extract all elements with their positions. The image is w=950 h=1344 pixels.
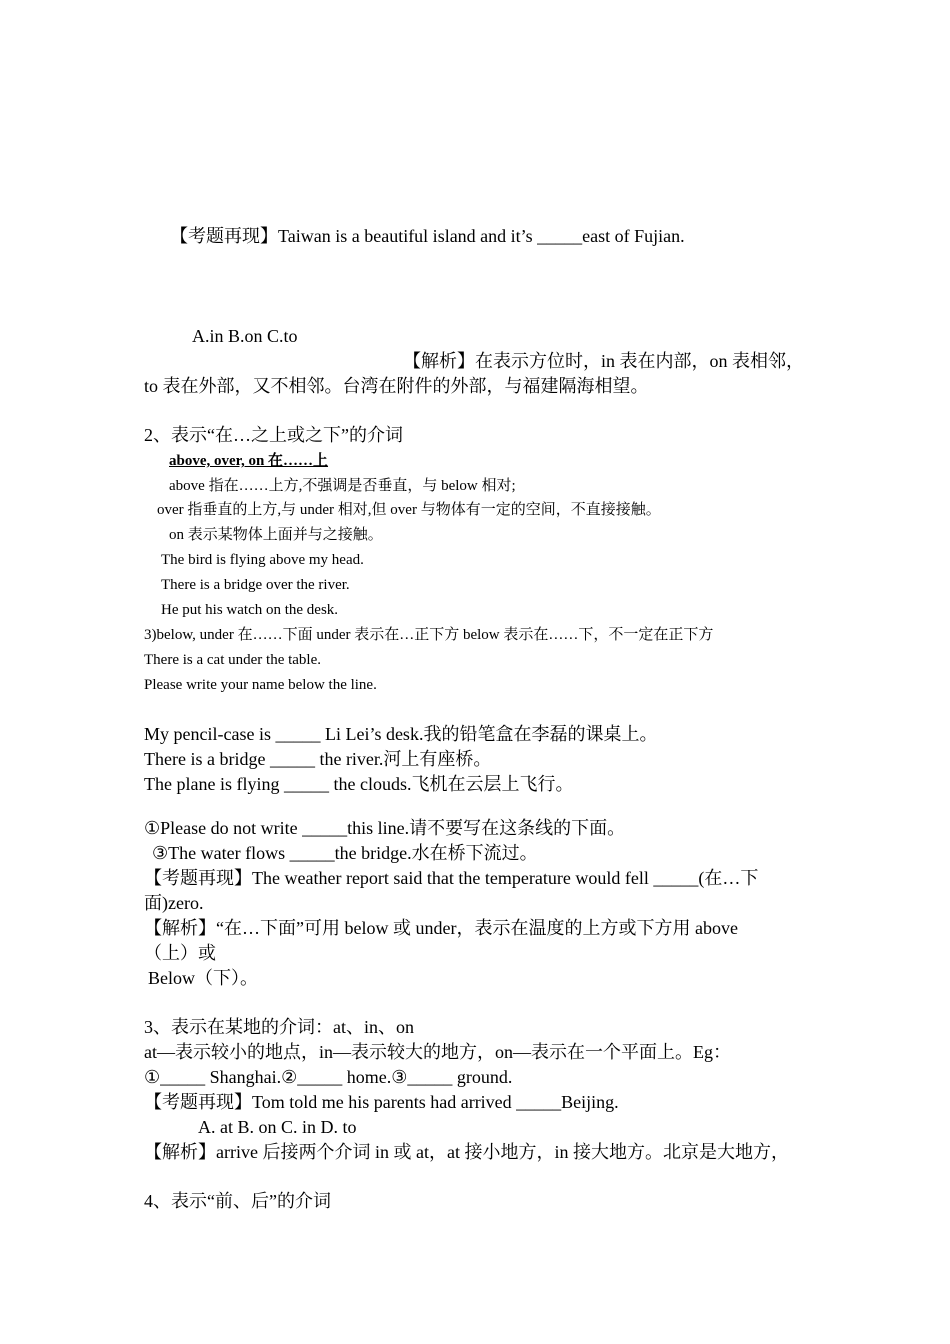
practice-line-4: ①Please do not write _____this line.请不要写在这条线的下面。 xyxy=(144,818,626,838)
section-2-heading: 2、表示“在…之上或之下”的介词 xyxy=(144,425,403,445)
practice-line-1: My pencil-case is _____ Li Lei’s desk.我的铅笔盒在李磊的课桌上。 xyxy=(144,724,658,744)
exam-options-1: A.in B.on C.to xyxy=(192,326,298,346)
exam-options-3: A. at B. on C. in D. to xyxy=(198,1117,357,1137)
over-note: over 指垂直的上方,与 under 相对,但 over 与物体有一定的空间，不直接接触。 xyxy=(157,502,661,518)
analysis-2-line3: Below（下）。 xyxy=(148,968,258,988)
example-above: The bird is flying above my head. xyxy=(161,552,364,568)
analysis-3: 【解析】arrive 后接两个介词 in 或 at，at 接小地方，in 接大地方。北京是大地方， xyxy=(144,1142,789,1162)
section-3-explanation: at—表示较小的地点，in—表示较大的地方，on—表示在一个平面上。Eg： xyxy=(144,1042,731,1062)
exam-question-3: 【考题再现】Tom told me his parents had arrived _____Beijing. xyxy=(144,1092,619,1112)
exam-question-2-line2: 面)zero. xyxy=(144,893,204,913)
analysis-1-line2: to 表在外部，又不相邻。台湾在附件的外部，与福建隔海相望。 xyxy=(144,376,649,396)
analysis-1-line1: 【解析】在表示方位时，in 表在内部，on 表相邻， xyxy=(403,351,804,371)
section-3-heading: 3、表示在某地的介词：at、in、on xyxy=(144,1017,414,1037)
practice-line-3: The plane is flying _____ the clouds.飞机在云层上飞行。 xyxy=(144,774,574,794)
practice-line-2: There is a bridge _____ the river.河上有座桥。 xyxy=(144,749,492,769)
example-over: There is a bridge over the river. xyxy=(161,577,350,593)
analysis-2-line1: 【解析】“在…下面”可用 below 或 under，表示在温度的上方或下方用 above xyxy=(144,918,738,938)
example-on: He put his watch on the desk. xyxy=(161,602,339,618)
section-4-heading: 4、表示“前、后”的介词 xyxy=(144,1191,331,1211)
below-under-note: 3)below, under 在……下面 under 表示在…正下方 below 表示在……下，不一定在正下方 xyxy=(144,627,714,643)
analysis-2-line2: （上）或 xyxy=(144,943,216,963)
on-note: on 表示某物体上面并与之接触。 xyxy=(169,527,383,543)
section-3-examples: ①_____ Shanghai.②_____ home.③_____ ground. xyxy=(144,1067,513,1087)
example-below: Please write your name below the line. xyxy=(144,677,377,693)
practice-line-5: ③The water flows _____the bridge.水在桥下流过。 xyxy=(152,843,538,863)
section-2-subheading: above, over, on 在……上 xyxy=(169,453,329,469)
example-under: There is a cat under the table. xyxy=(144,652,321,668)
above-note: above 指在……上方,不强调是否垂直，与 below 相对; xyxy=(169,478,516,494)
exam-question-1: 【考题再现】Taiwan is a beautiful island and it’s _____east of Fujian. xyxy=(170,226,685,246)
exam-question-2-line1: 【考题再现】The weather report said that the temperature would fell _____(在…下 xyxy=(144,868,759,888)
